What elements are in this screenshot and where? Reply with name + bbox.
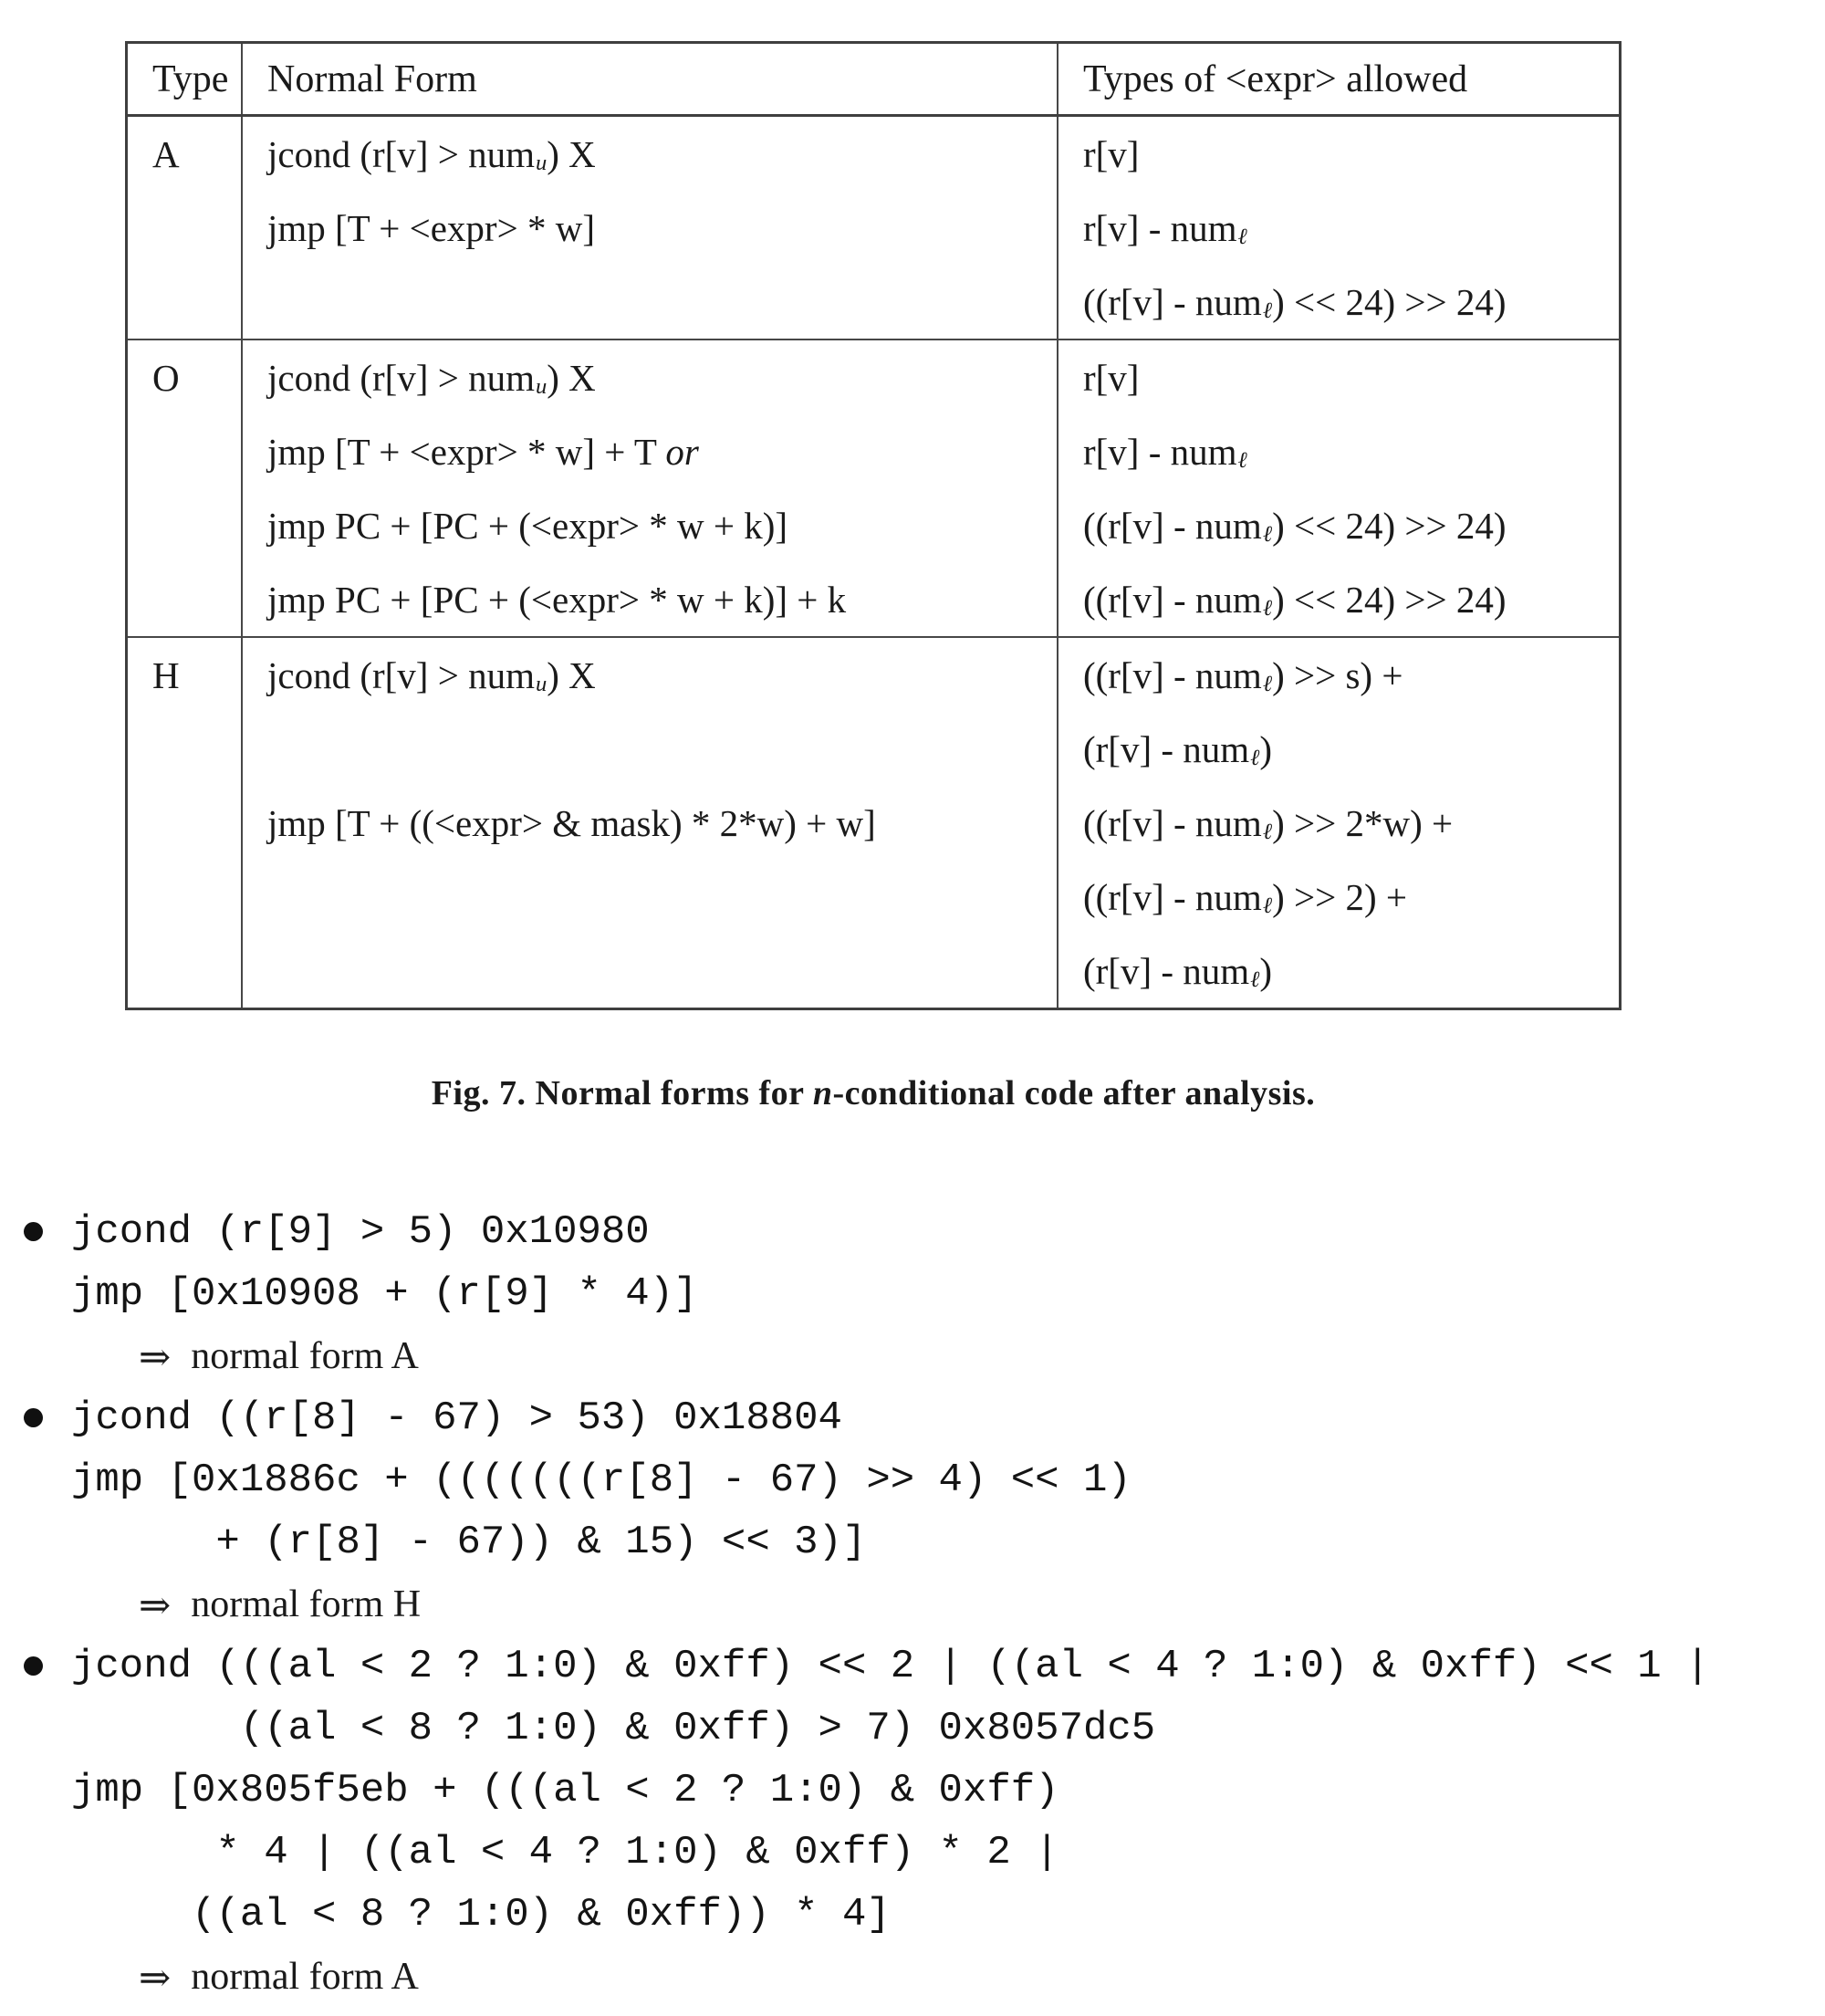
normal-form-line: jmp PC + [PC + (<expr> * w + k)] + k (267, 578, 847, 621)
example-item (0, 1387, 1825, 1635)
result-line: ⇒ normal form H (139, 1582, 422, 1627)
subscript: ℓ (1262, 596, 1273, 622)
code-line: * 4 | ((al < 4 ? 1:0) & 0xff) * 2 | (71, 1830, 1059, 1875)
implies-arrow-icon: ⇒ (139, 1333, 172, 1379)
normal-form-line: jcond (r[v] > num $_u$ ) X (267, 356, 596, 400)
subscript: u (535, 151, 548, 176)
subscript: ℓ (1262, 298, 1273, 324)
type-letter: H (152, 653, 180, 696)
expr-allowed-line: ((r[v] - num $_\ell$ ) >> 2) + (1083, 875, 1407, 919)
result-line: ⇒ normal form A (139, 1954, 419, 2000)
expr-allowed-line: ((r[v] - num $_\ell$ ) << 24) >> 24) (1083, 504, 1507, 548)
expr-allowed-cell (1058, 340, 1617, 636)
expr-allowed-line: ((r[v] - num $_\ell$ ) << 24) >> 24) (1083, 578, 1507, 622)
expr-allowed-line: r[v] - num $_\ell$ (1083, 206, 1247, 250)
code-line: ((al < 8 ? 1:0) & 0xff) > 7) 0x8057dc5 (71, 1706, 1156, 1751)
expr-allowed-line: ((r[v] - num $_\ell$ ) >> s) + (1083, 653, 1403, 697)
code-line: ((al < 8 ? 1:0) & 0xff)) * 4] (71, 1892, 891, 1938)
type-cell (128, 340, 243, 636)
expr-allowed-cell (1058, 117, 1617, 339)
normal-form-line: jmp PC + [PC + (<expr> * w + k)] (267, 504, 788, 547)
subscript: ℓ (1237, 225, 1247, 250)
expr-allowed-cell (1058, 638, 1617, 1008)
expr-allowed-line: ((r[v] - num $_\ell$ ) << 24) >> 24) (1083, 280, 1507, 324)
normal-form-line: jmp [T + <expr> * w] (267, 206, 595, 249)
type-letter: O (152, 356, 180, 399)
normal-form-line: jcond (r[v] > num $_u$ ) X (267, 132, 596, 176)
normal-forms-table (125, 41, 1622, 1010)
bullet-icon (24, 1408, 43, 1427)
subscript: ℓ (1250, 746, 1260, 771)
code-line: + (r[8] - 67)) & 15) << 3)] (71, 1520, 867, 1565)
type-letter: A (152, 132, 180, 175)
code-line: jcond ((r[8] - 67) > 53) 0x18804 (0, 1387, 1825, 1449)
subscript: ℓ (1250, 967, 1260, 993)
table-body (128, 117, 1619, 1008)
type-cell (128, 638, 243, 1008)
subscript: ℓ (1262, 820, 1273, 845)
table-row-A (128, 117, 1619, 340)
normal-form-line: jcond (r[v] > num $_u$ ) X (267, 653, 596, 697)
table-row-O (128, 340, 1619, 638)
subscript: ℓ (1262, 893, 1273, 919)
type-cell (128, 117, 243, 339)
normal-form-cell (243, 638, 1058, 1008)
subscript: ℓ (1262, 522, 1273, 548)
expr-allowed-line: r[v] (1083, 132, 1140, 175)
table-row-H (128, 638, 1619, 1008)
normal-form-cell (243, 117, 1058, 339)
expr-allowed-line: r[v] - num $_\ell$ (1083, 430, 1247, 474)
example-item (0, 1635, 1825, 2008)
expr-allowed-line: (r[v] - num $_\ell$ ) (1083, 727, 1273, 771)
normal-form-line (267, 934, 1057, 1008)
code-line: jmp [0x10908 + (r[9] * 4)] (71, 1271, 698, 1317)
result-line: ⇒ normal form A (139, 1333, 419, 1379)
code-line: jcond (r[9] > 5) 0x10980 (0, 1201, 1825, 1263)
subscript: u (535, 374, 548, 400)
expr-allowed-line: (r[v] - num $_\ell$ ) (1083, 949, 1273, 993)
code-line: jmp [0x805f5eb + (((al < 2 ? 1:0) & 0xff) (71, 1768, 1059, 1813)
table-header-row (128, 44, 1619, 117)
subscript: ℓ (1237, 448, 1247, 474)
normal-form-cell (243, 340, 1058, 636)
code-line: jmp [0x1886c + (((((((r[8] - 67) >> 4) << 1) (71, 1457, 1132, 1503)
code-line: jcond (((al < 2 ? 1:0) & 0xff) << 2 | ((al < 4 ? 1:0) & 0xff) << 1 | (0, 1635, 1825, 1697)
normal-form-line: jmp [T + ((<expr> & mask) * 2*w) + w] (267, 801, 876, 844)
bullet-icon (24, 1222, 43, 1241)
column-header-normal-form: Normal Form (243, 44, 1058, 114)
normal-form-line (267, 860, 1057, 934)
bullet-icon (24, 1656, 43, 1676)
column-header-expr-allowed: Types of <expr> allowed (1083, 57, 1468, 100)
subscript: ℓ (1262, 672, 1273, 697)
example-item (0, 1201, 1825, 1387)
italic-text: n (812, 1074, 833, 1112)
implies-arrow-icon: ⇒ (139, 1582, 172, 1627)
expr-allowed-line: r[v] (1083, 356, 1140, 399)
subscript: u (535, 672, 548, 697)
examples-list (0, 1201, 1825, 2008)
italic-text: or (665, 430, 699, 473)
implies-arrow-icon: ⇒ (139, 1954, 172, 2000)
normal-form-line: jmp [T + <expr> * w] + T or (267, 430, 699, 473)
normal-form-line (267, 712, 1057, 786)
figure-caption: Fig. 7. Normal forms for n-conditional code after analysis. (431, 1074, 1316, 1112)
column-header-type: Type (128, 44, 243, 114)
normal-form-line (267, 265, 1057, 339)
expr-allowed-line: ((r[v] - num $_\ell$ ) >> 2*w) + (1083, 801, 1454, 845)
